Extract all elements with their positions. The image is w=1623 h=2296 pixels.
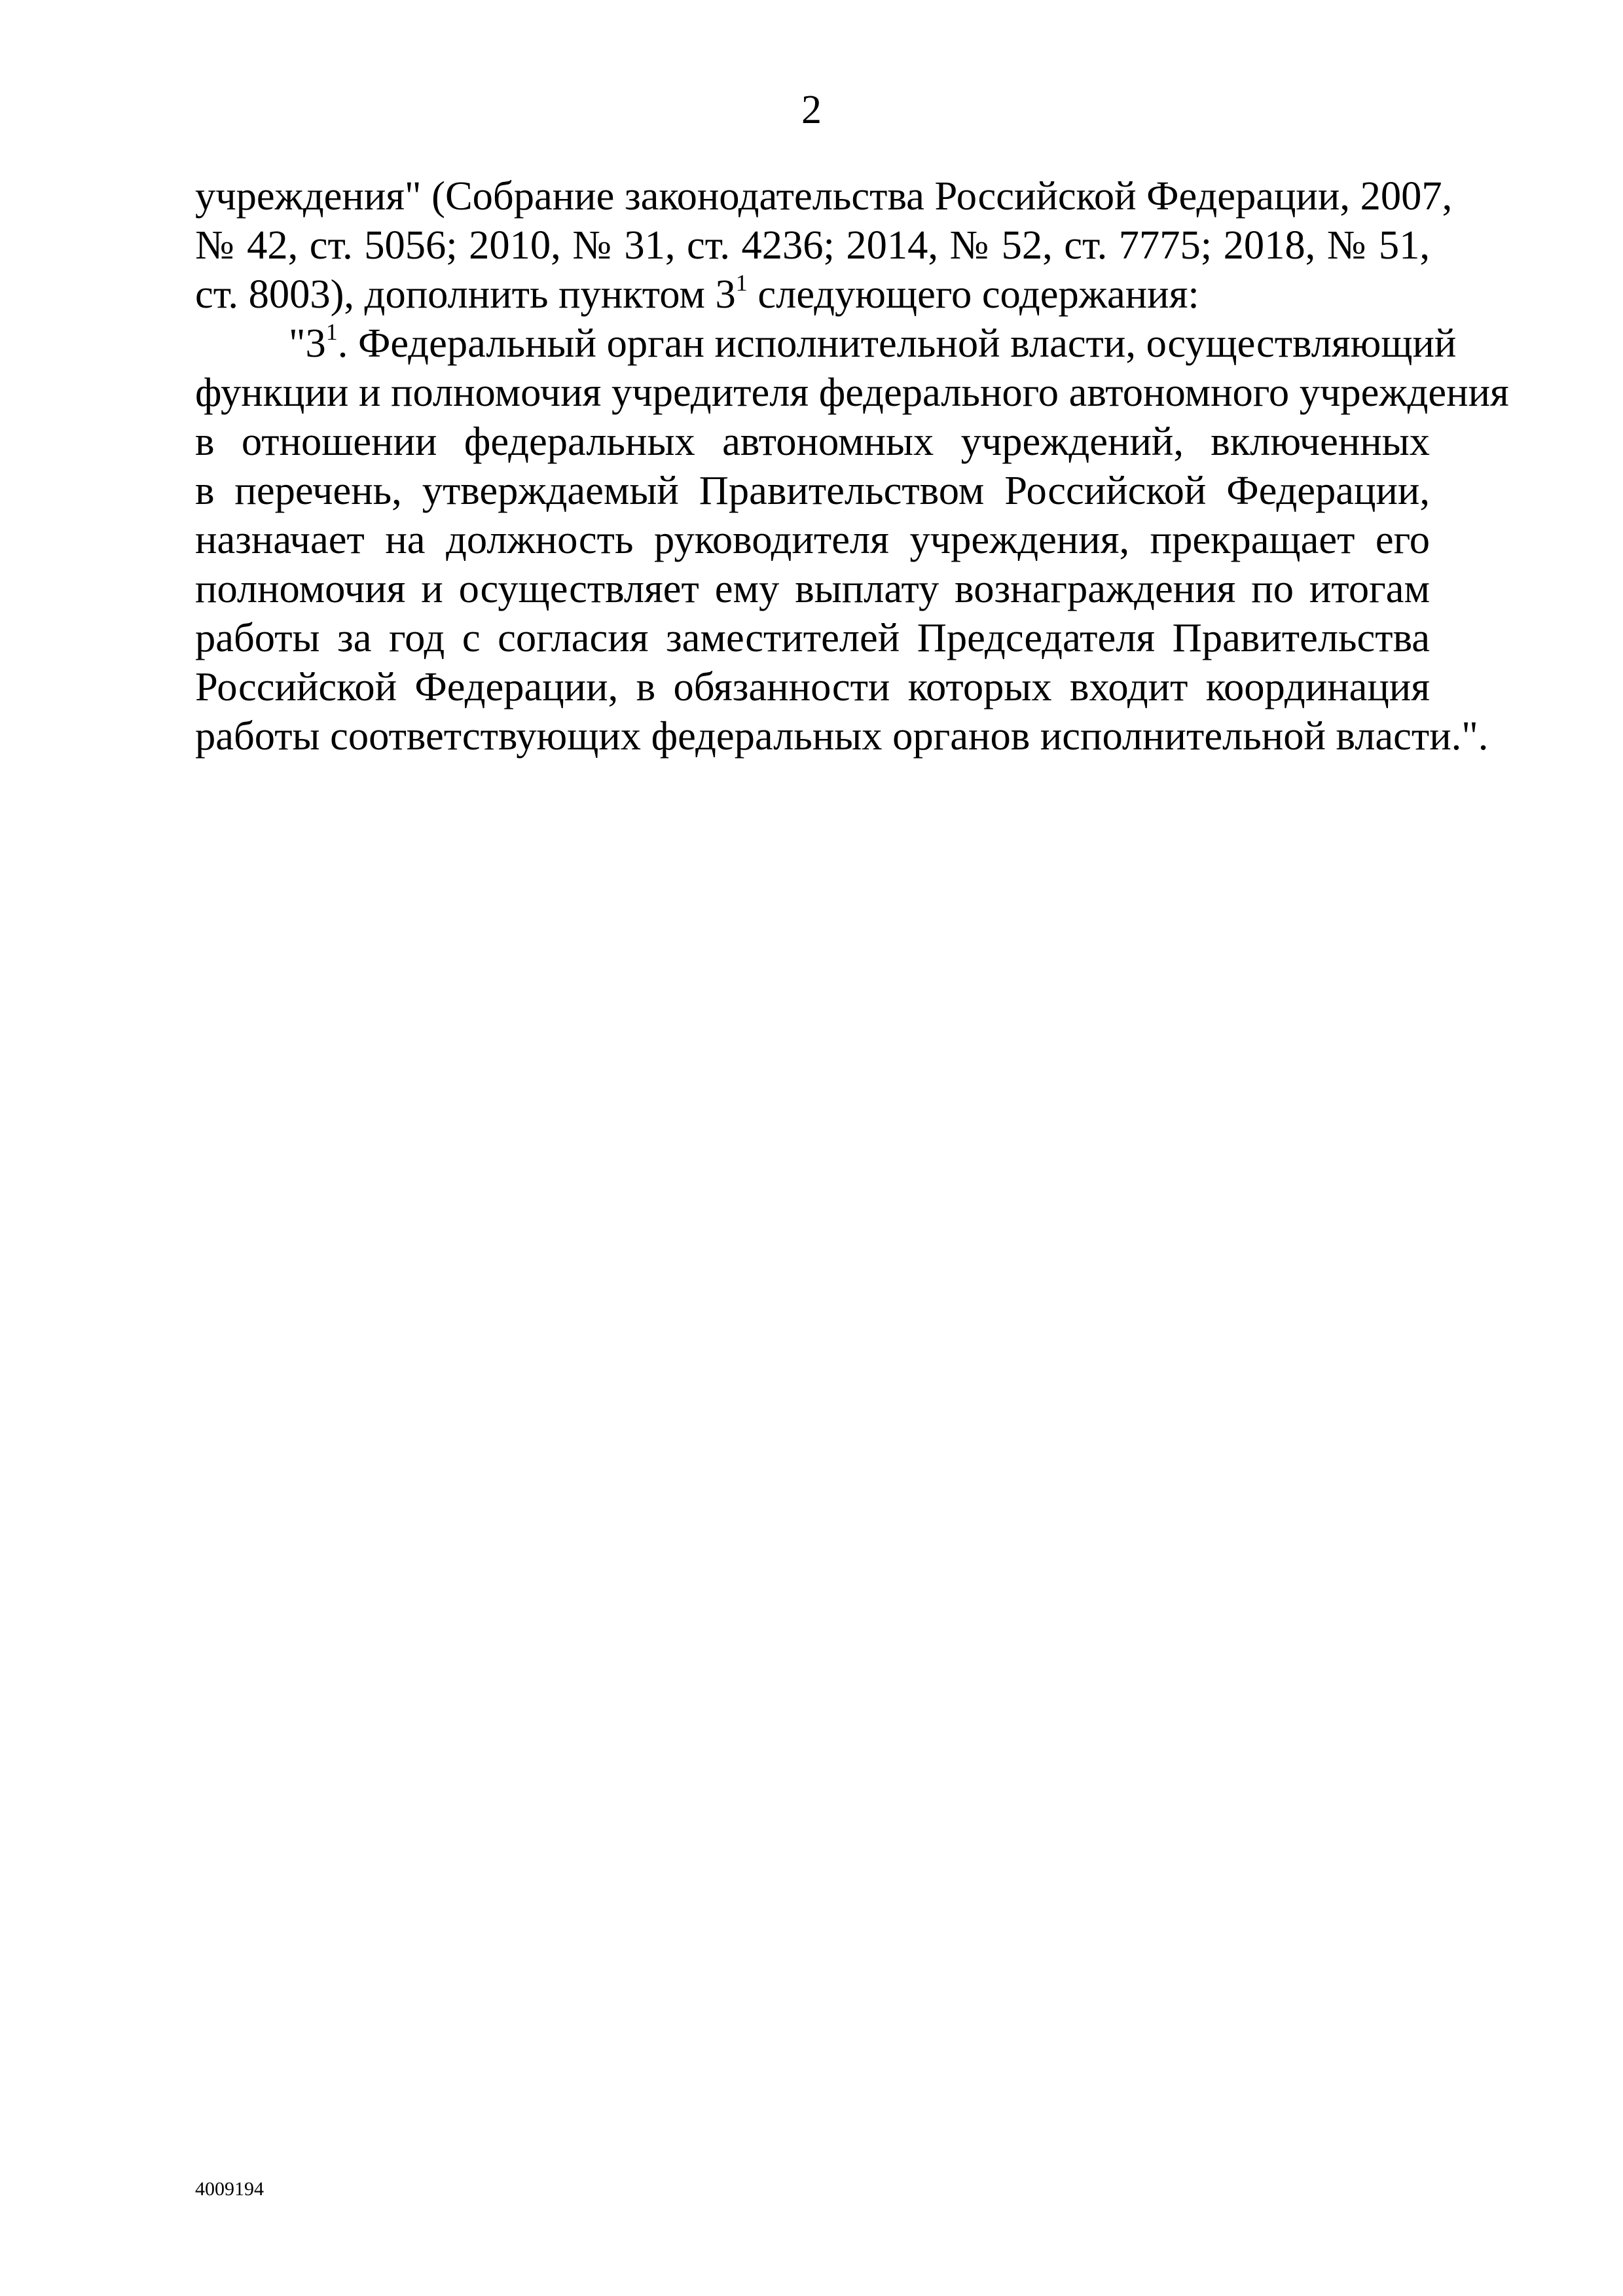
text-line: функции и полномочия учредителя федерального автономного учреждения xyxy=(195,369,1509,415)
document-code: 4009194 xyxy=(195,2178,264,2200)
text-line: в перечень, утверждаемый Правительством Российской Федерации, xyxy=(195,467,1430,513)
text-segment: "3 xyxy=(289,320,326,366)
text-line xyxy=(195,270,1430,319)
text-segment: ст. 8003), дополнить пунктом 3 xyxy=(195,271,736,317)
paragraph-new-clause xyxy=(195,319,1509,761)
text-line: учреждения" (Собрание законодательства Российской Федерации, 2007, xyxy=(195,173,1453,219)
text-line: назначает на должность руководителя учреждения, прекращает его xyxy=(195,516,1430,562)
superscript: 1 xyxy=(735,270,748,296)
text-line: работы соответствующих федеральных органов исполнительной власти.". xyxy=(195,713,1489,759)
page-number: 2 xyxy=(801,88,822,132)
text-line: № 42, ст. 5056; 2010, № 31, ст. 4236; 2014, № 52, ст. 7775; 2018, № 51, xyxy=(195,222,1430,268)
text-line: Российской Федерации, в обязанности которых входит координация xyxy=(195,664,1430,709)
text-segment: . Федеральный орган исполнительной власти, осуществляющий xyxy=(337,320,1457,366)
paragraph-amendment-reference xyxy=(195,171,1453,319)
document-body xyxy=(195,171,1509,761)
text-line: в отношении федеральных автономных учреждений, включенных xyxy=(195,418,1430,464)
text-line: полномочия и осуществляет ему выплату вознаграждения по итогам xyxy=(195,565,1430,611)
text-line: работы за год с согласия заместителей Председателя Правительства xyxy=(195,615,1430,660)
text-line xyxy=(195,319,1457,368)
superscript: 1 xyxy=(325,319,338,345)
text-segment: следующего содержания: xyxy=(747,271,1199,317)
